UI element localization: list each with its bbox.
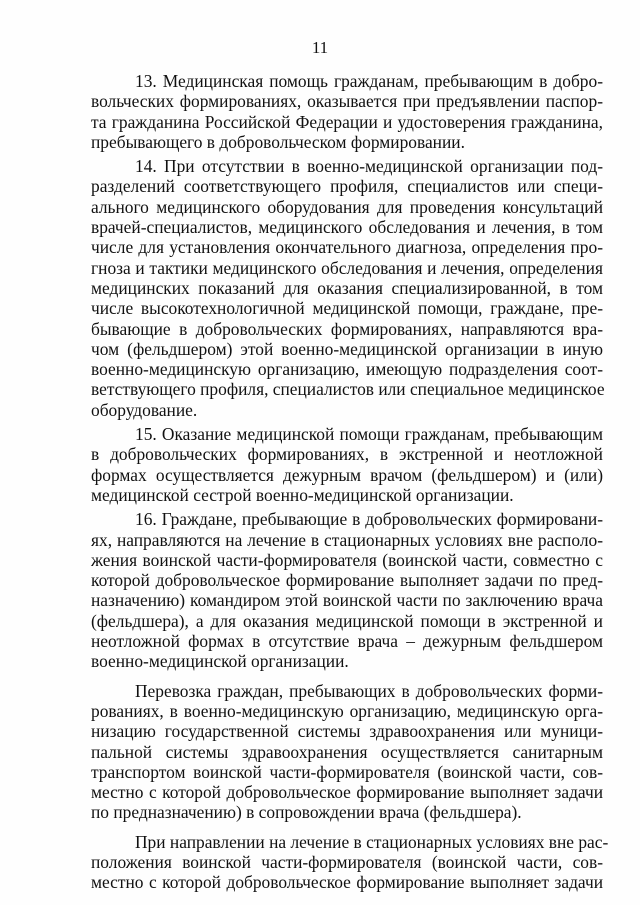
document-body xyxy=(91,71,609,893)
text-line: которой добровольческое формирование выполняет задачи по пред- xyxy=(91,570,603,591)
text-line: низацию государственной системы здравоохранения или муници- xyxy=(91,721,603,742)
text-line: назначению) командиром этой воинской части по заключению врача xyxy=(91,590,603,611)
text-line: ях, направляются на лечение в стационарных условиях вне располо- xyxy=(91,529,603,550)
text-line: военно-медицинской организации. xyxy=(91,651,349,672)
text-line: бывающие в добровольческих формированиях, направляются вра- xyxy=(91,318,603,339)
text-line: Перевозка граждан, пребывающих в добровольческих форми- xyxy=(135,680,603,701)
text-line: медицинских показаний для оказания специализированной, в том xyxy=(91,277,603,298)
text-line: оборудование. xyxy=(91,399,198,420)
paragraph-gap xyxy=(91,672,603,681)
paragraph-gap xyxy=(91,823,603,832)
paragraph-transport xyxy=(91,681,603,823)
paragraph-13 xyxy=(91,71,603,152)
text-line: по предназначению) в сопровождении врача (фельдшера). xyxy=(91,802,522,823)
text-line: 16. Граждане, пребывающие в добровольческих формировани- xyxy=(135,509,603,530)
text-line: пребывающего в добровольческом формировании. xyxy=(91,131,465,152)
paragraph-16 xyxy=(91,509,603,671)
text-line: При направлении на лечение в стационарных условиях вне рас- xyxy=(135,831,609,852)
text-line: числе для установления окончательного диагноза, определения про- xyxy=(91,237,603,258)
text-line: местно с которой добровольческое формирование выполняет задачи xyxy=(91,782,603,803)
text-line: ального медицинского оборудования для проведения консультаций xyxy=(91,196,603,217)
text-line: военно-медицинскую организацию, имеющую подразделения соот- xyxy=(91,359,603,380)
text-line: 14. При отсутствии в военно-медицинской организации под- xyxy=(135,156,603,177)
text-line: ветствующего профиля, специалистов или специальное медицинское xyxy=(91,379,605,400)
text-line: медицинской сестрой военно-медицинской организации. xyxy=(91,484,514,505)
text-line: формах осуществляется дежурным врачом (фельдшером) и (или) xyxy=(91,464,603,485)
paragraph-15 xyxy=(91,424,603,505)
text-line: рованиях, в военно-медицинскую организацию, медицинскую орга- xyxy=(91,700,603,721)
page-number: 11 xyxy=(311,38,329,57)
text-line: врачей-специалистов, медицинского обследования и лечения, в том xyxy=(91,217,603,238)
text-line: пальной системы здравоохранения осуществляется санитарным xyxy=(91,741,603,762)
text-line: гноза и тактики медицинского обследования и лечения, определения xyxy=(91,257,603,278)
paragraph-14 xyxy=(91,156,603,420)
text-line: 13. Медицинская помощь гражданам, пребывающим в добро- xyxy=(135,71,603,91)
text-line: положения воинской части-формирователя (воинской части, сов- xyxy=(91,851,603,872)
text-line: в добровольческих формированиях, в экстренной и неотложной xyxy=(91,444,603,465)
text-line: местно с которой добровольческое формирование выполняет задачи xyxy=(91,872,603,893)
text-line: та гражданина Российской Федерации и удостоверения гражданина, xyxy=(91,111,603,132)
text-line: числе высокотехнологичной медицинской помощи, граждане, пре- xyxy=(91,298,603,319)
text-line: вольческих формированиях, оказывается при предъявлении паспор- xyxy=(91,91,603,112)
paragraph-referral xyxy=(91,831,609,893)
text-line: транспортом воинской части-формирователя (воинской части, сов- xyxy=(91,761,603,782)
text-line: 15. Оказание медицинской помощи гражданам, пребывающим xyxy=(135,424,603,445)
text-line: разделений соответствующего профиля, специалистов или специ- xyxy=(91,176,603,197)
text-line: (фельдшера), а для оказания медицинской помощи в экстренной и xyxy=(91,610,603,631)
text-line: жения воинской части-формирователя (воинской части, совместно с xyxy=(91,549,603,570)
text-line: неотложной формах в отсутствие врача – дежурным фельдшером xyxy=(91,631,603,652)
text-line: чом (фельдшером) этой военно-медицинской организации в иную xyxy=(91,338,603,359)
